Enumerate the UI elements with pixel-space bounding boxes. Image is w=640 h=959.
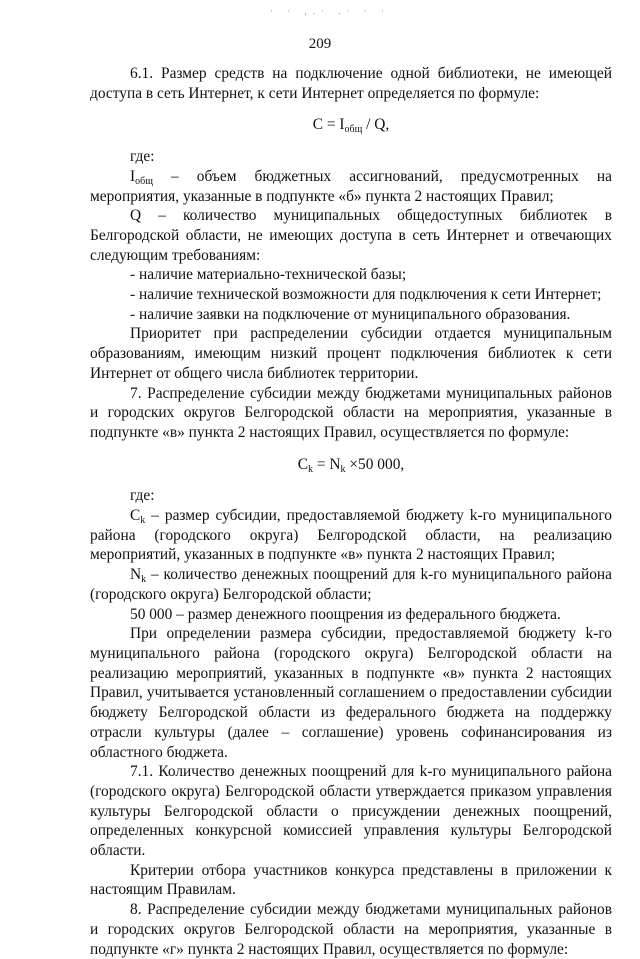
scan-noise: · · ,.· .· · · xyxy=(270,6,390,16)
formula-ck xyxy=(90,455,612,475)
paragraph-7: 7. Распределение субсидии между бюджетами муниципальных районов и городских округов Белгородской области на мероприятия, указанные в подпункте «в» пункта 2 настоящих Правил, осуществляется по формуле: xyxy=(90,384,612,441)
priority-paragraph: Приоритет при распределении субсидии отдается муниципальным образованиям, имеющим низкий процент подключения библиотек к сети Интернет от общего числа библиотек территории. xyxy=(90,325,612,382)
requirement-2: - наличие технической возможности для подключения к сети Интернет; xyxy=(130,286,602,304)
formula-c-sub: общ xyxy=(344,124,363,136)
definition-ck-sub: k xyxy=(140,515,146,527)
definition-nk-sub: k xyxy=(141,574,147,586)
definition-i-symbol: I xyxy=(130,167,136,185)
definition-q: Q – количество муниципальных общедоступных библиотек в Белгородской области, не имеющих доступа в сеть Интернет и отвечающих следующим требованиям: xyxy=(90,207,612,264)
criteria-paragraph: Критерии отбора участников конкурса представлены в приложении к настоящим Правилам. xyxy=(90,861,612,899)
definition-nk xyxy=(90,565,612,604)
formula-ck-csub: k xyxy=(308,463,314,475)
where-label-2: где: xyxy=(130,487,155,505)
formula-ck-eq: = N xyxy=(313,455,341,473)
where-label-1: где: xyxy=(130,148,155,166)
definition-i-sub: общ xyxy=(135,175,153,187)
requirement-1: - наличие материально-технической базы; xyxy=(130,266,407,284)
requirement-3: - наличие заявки на подключение от муниципального образования. xyxy=(130,305,571,323)
formula-c xyxy=(90,115,612,135)
definition-i xyxy=(90,167,612,206)
formula-c-left: C = I xyxy=(312,116,345,134)
formula-c-right: / Q, xyxy=(362,116,390,134)
page-number: 209 xyxy=(308,36,332,52)
definition-nk-symbol: N xyxy=(130,566,142,584)
determination-paragraph: При определении размера субсидии, предоставляемой бюджету k-го муниципального района (городского округа) Белгородской области на реализацию мероприятий, указанных в подпункте «в» пункта 2 настоящих Правил, учитывается установленный соглашением о предоставлении субсидии бюджету Белгородской области из федерального бюджета на поддержку отрасли культуры (далее – соглашение) уровень софинансирования из областного бюджета. xyxy=(90,625,612,761)
paragraph-6-1: 6.1. Размер средств на подключение одной библиотеки, не имеющей доступа в сеть Интернет, к сети Интернет определяется по формуле: xyxy=(90,65,612,102)
definition-i-text: – объем бюджетных ассигнований, предусмотренных на мероприятия, указанные в подпункте «б» пункта 2 настоящих Правил; xyxy=(90,167,612,205)
paragraph-7-1: 7.1. Количество денежных поощрений для k-го муниципального района (городского округа) Белгородской области утверждается приказом управления культуры Белгородской области о присуждении денежных поощрений, определенных конкурсной комиссией управления культуры Белгородской области. xyxy=(90,763,612,860)
definition-amount: 50 000 – размер денежного поощрения из федерального бюджета. xyxy=(130,605,561,623)
definition-ck xyxy=(90,506,612,565)
formula-ck-c: C xyxy=(297,455,309,473)
formula-ck-nsub: k xyxy=(340,463,346,475)
definition-nk-text: – количество денежных поощрений для k-го муниципального района (городского округа) Белгородской области; xyxy=(90,566,612,603)
document-body xyxy=(90,64,612,959)
definition-ck-symbol: C xyxy=(130,507,141,525)
paragraph-8: 8. Распределение субсидии между бюджетами муниципальных районов и городских округов Белгородской области на мероприятия, указанные в подпункте «г» пункта 2 настоящих Правил, осуществляется по формуле: xyxy=(90,901,612,958)
formula-ck-rest: ×50 000, xyxy=(345,455,405,473)
definition-ck-text: – размер субсидии, предоставляемой бюджету k-го муниципального района (городского округа) Белгородской области, на реализацию мероприятий, указанных в подпункте «в» пункта 2 настоящих Правил; xyxy=(90,507,612,564)
